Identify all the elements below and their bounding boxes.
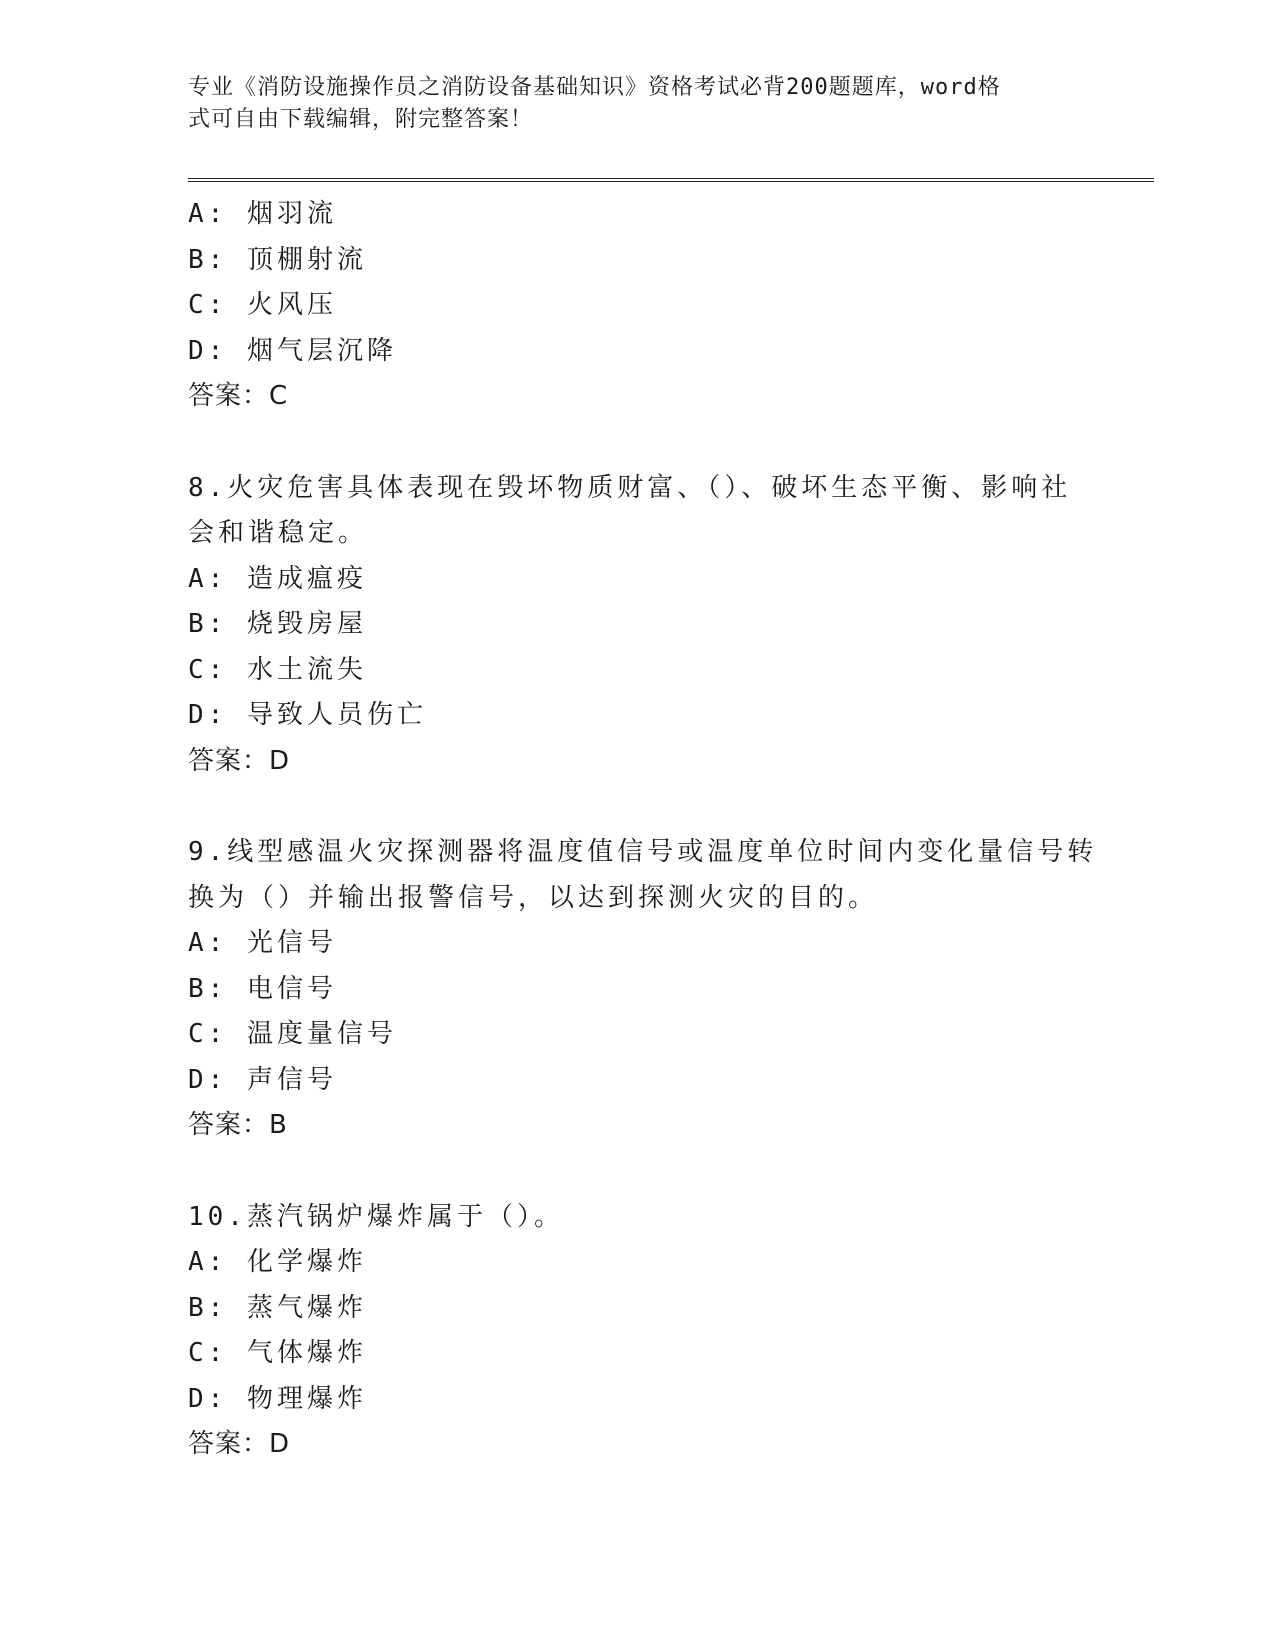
option-a: A: 光信号: [188, 928, 337, 958]
option-a: A: 化学爆炸: [188, 1247, 367, 1277]
answer: 答案：C: [188, 381, 289, 411]
header-divider: [188, 178, 1154, 182]
option-b: B: 蒸气爆炸: [188, 1292, 367, 1323]
option-c: C: 火风压: [188, 290, 337, 320]
question-9: [188, 830, 1098, 1149]
question-10: [188, 1195, 1088, 1468]
question-list: [188, 192, 1098, 1468]
question-text-line-2: 会和谐稳定。: [188, 518, 369, 548]
document-header: [188, 72, 1068, 136]
question-text-line-1: 9.线型感温火灾探测器将温度值信号或温度单位时间内变化量信号转: [188, 837, 1098, 867]
option-d: D: 物理爆炸: [188, 1383, 367, 1414]
option-b: B: 烧毁房屋: [188, 609, 367, 639]
option-b: B: 顶棚射流: [188, 244, 367, 275]
header-line-2: 式可自由下载编辑，附完整答案！: [188, 107, 534, 132]
question-8: [188, 466, 1088, 785]
answer: 答案：D: [188, 1429, 291, 1459]
answer: 答案：D: [188, 745, 291, 776]
option-d: D: 导致人员伤亡: [188, 700, 427, 730]
question-text-line-2: 换为（）并输出报警信号，以达到探测火灾的目的。: [188, 882, 879, 913]
option-b: B: 电信号: [188, 973, 337, 1004]
question-text-line-1: 8.火灾危害具体表现在毁坏物质财富、（）、破坏生态平衡、影响社: [188, 472, 1072, 503]
option-d: D: 声信号: [188, 1064, 337, 1095]
option-c: C: 温度量信号: [188, 1019, 397, 1049]
question-text-line-1: 10.蒸汽锅炉爆炸属于（）。: [188, 1201, 564, 1232]
option-d: D: 烟气层沉降: [188, 335, 397, 366]
header-line-1: 专业《消防设施操作员之消防设备基础知识》资格考试必背200题题库，word格: [188, 75, 1001, 100]
answer: 答案：B: [188, 1110, 288, 1140]
option-a: A: 造成瘟疫: [188, 563, 367, 594]
option-c: C: 气体爆炸: [188, 1338, 367, 1368]
option-a: A: 烟羽流: [188, 199, 337, 229]
question-7: [188, 192, 1088, 420]
option-c: C: 水土流失: [188, 654, 367, 685]
